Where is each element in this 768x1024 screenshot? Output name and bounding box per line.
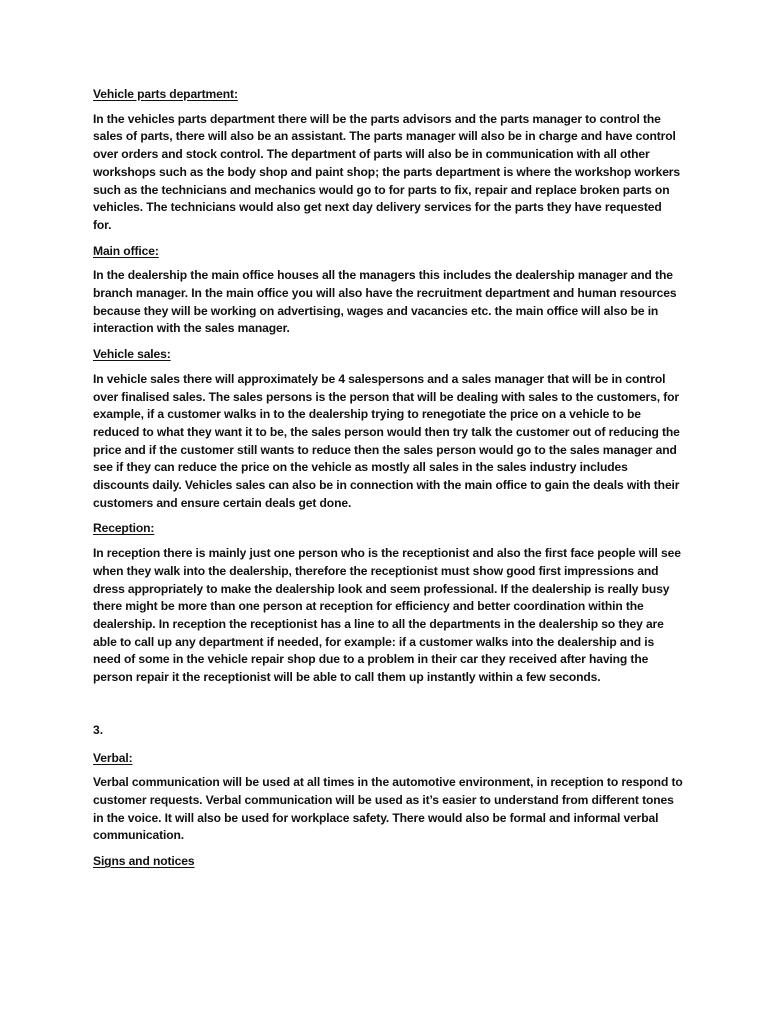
section-main-office bbox=[93, 243, 683, 339]
section-heading: Signs and notices bbox=[93, 854, 195, 869]
section-paragraph: Verbal communication will be used at all times in the automotive environment, in reception to respond to customer requests. Verbal communication will be used as it’s easier to understand from different tones in the voice. It will also be used for workplace safety. There would also be formal and informal verbal communication. bbox=[93, 775, 683, 843]
section-vehicle-parts bbox=[93, 86, 683, 235]
section-verbal bbox=[93, 750, 683, 846]
section-paragraph: In the vehicles parts department there will be the parts advisors and the parts manager to control the sales of parts, there will also be an assistant. The parts manager will also be in charge and have control over orders and stock control. The department of parts will also be in communication with all other workshops such as the body shop and paint shop; the parts department is where the workshop workers such as the technicians and mechanics would go to for parts to fix, repair and replace broken parts on vehicles. The technicians would also get next day delivery services for the parts they have requested for. bbox=[93, 111, 680, 232]
section-signs-and-notices bbox=[93, 853, 683, 871]
section-paragraph: In reception there is mainly just one person who is the receptionist and also the first face people will see when they walk into the dealership, therefore the receptionist must show good first impressions and dress appropriately to make the dealership look and seem professional. If the dealership is really busy there might be more than one person at reception for efficiency and better coordination within the dealership. In reception the receptionist has a line to all the departments in the dealership so they are able to call up any department if needed, for example: if a customer walks into the dealership and is need of some in the vehicle repair shop due to a problem in their car they received after having the person repair it the receptionist will be able to call them up instantly within a few seconds. bbox=[93, 546, 681, 685]
section-paragraph: In the dealership the main office houses all the managers this includes the dealership manager and the branch manager. In the main office you will also have the recruitment department and human resources because they will be working on advertising, wages and vacancies etc. the main office will also be in interaction with the sales manager. bbox=[93, 268, 677, 336]
question-number: 3. bbox=[93, 722, 104, 737]
section-vehicle-sales bbox=[93, 346, 683, 512]
section-heading: Reception: bbox=[93, 521, 155, 536]
section-reception bbox=[93, 520, 683, 686]
section-heading: Main office: bbox=[93, 243, 159, 258]
section-heading: Verbal: bbox=[93, 750, 133, 765]
section-paragraph: In vehicle sales there will approximately be 4 salespersons and a sales manager that will be in control over finalised sales. The sales persons is the person that will be dealing with sales to the customers, for example, if a customer walks in to the dealership trying to renegotiate the price on a vehicle to be reduced to what they want it to be, the sales person would then try talk the customer out of reducing the price and if the customer still wants to reduce then the sales person would go to the sales manager and see if they can reduce the price on the vehicle as mostly all sales in the sales industry includes discounts daily. Vehicles sales can also be in connection with the main office to gain the deals with their customers and ensure certain deals get done. bbox=[93, 371, 680, 510]
document-page bbox=[93, 86, 683, 878]
section-heading: Vehicle sales: bbox=[93, 347, 171, 362]
section-heading: Vehicle parts department: bbox=[93, 87, 238, 101]
